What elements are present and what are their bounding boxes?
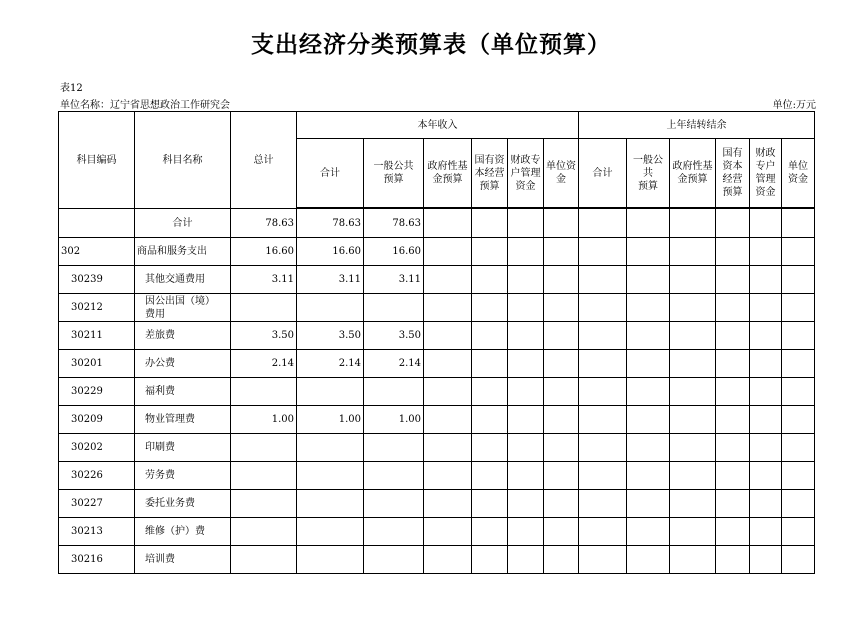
cell-total: 78.63 [231,209,297,238]
cell-empty [716,462,750,490]
cell-empty [579,462,627,490]
cell-empty [544,462,579,490]
cell-empty [544,434,579,462]
cell-current-general: 2.14 [364,350,424,378]
cell-total: 2.14 [231,350,297,378]
cell-total: 16.60 [231,238,297,266]
cell-empty [716,434,750,462]
cell-code [59,209,135,238]
cell-empty [750,462,782,490]
cell-empty [750,490,782,518]
cell-empty [508,406,544,434]
cell-empty [782,546,815,574]
cell-empty [716,209,750,238]
cell-current-total [297,378,364,406]
cell-empty [508,209,544,238]
cell-empty [627,518,670,546]
cell-current-total: 2.14 [297,350,364,378]
cell-empty [716,350,750,378]
cell-total [231,294,297,322]
cell-empty [579,266,627,294]
cell-empty [782,294,815,322]
cell-empty [508,378,544,406]
cell-empty [508,322,544,350]
cell-empty [472,406,508,434]
cell-empty [472,490,508,518]
cell-current-general [364,462,424,490]
cell-empty [544,490,579,518]
table-row [59,406,815,434]
cell-code: 30212 [59,294,135,322]
cell-total: 1.00 [231,406,297,434]
subheader-current-0: 合计 [297,139,364,208]
cell-current-total: 16.60 [297,238,364,266]
cell-empty [424,518,472,546]
cell-total: 3.11 [231,266,297,294]
subheader-current-2: 政府性基 金预算 [424,139,472,208]
table-row [59,238,815,266]
table-row [59,266,815,294]
header-carryover: 上年结转结余 [579,112,815,139]
cell-current-total: 3.50 [297,322,364,350]
cell-empty [544,294,579,322]
cell-empty [670,266,716,294]
cell-empty [508,350,544,378]
cell-empty [579,294,627,322]
cell-name: 其他交通费用 [135,266,231,294]
cell-empty [782,209,815,238]
cell-empty [750,322,782,350]
cell-empty [670,294,716,322]
subheader-carryover-2: 政府性基 金预算 [670,139,716,208]
cell-empty [472,209,508,238]
cell-empty [782,378,815,406]
cell-empty [424,322,472,350]
cell-empty [508,238,544,266]
cell-empty [544,406,579,434]
cell-empty [472,294,508,322]
cell-empty [670,434,716,462]
cell-empty [627,294,670,322]
subheader-carryover-1: 一般公 共 预算 [627,139,670,208]
subheader-current-5: 单位资 金 [544,139,579,208]
subheader-carryover-3: 国有 资本 经营 预算 [716,139,750,208]
cell-empty [716,406,750,434]
cell-empty [627,238,670,266]
cell-empty [782,518,815,546]
cell-empty [579,406,627,434]
cell-empty [579,434,627,462]
cell-empty [627,406,670,434]
cell-empty [782,462,815,490]
header-total: 总计 [231,112,297,209]
cell-empty [716,490,750,518]
cell-empty [750,350,782,378]
table-row [59,462,815,490]
cell-current-total [297,434,364,462]
cell-empty [424,462,472,490]
cell-empty [782,238,815,266]
cell-empty [627,434,670,462]
cell-empty [544,518,579,546]
cell-empty [472,350,508,378]
cell-empty [472,434,508,462]
subheader-current-3: 国有资 本经营 预算 [472,139,508,208]
cell-empty [472,238,508,266]
cell-current-total [297,518,364,546]
cell-current-total [297,546,364,574]
cell-empty [472,462,508,490]
cell-empty [627,462,670,490]
cell-empty [716,322,750,350]
cell-current-general [364,546,424,574]
cell-empty [750,546,782,574]
cell-empty [782,490,815,518]
cell-empty [508,294,544,322]
cell-empty [782,406,815,434]
table-row [59,209,815,238]
cell-empty [508,266,544,294]
cell-current-total: 78.63 [297,209,364,238]
cell-empty [627,490,670,518]
cell-current-general [364,518,424,546]
cell-empty [716,518,750,546]
cell-empty [579,209,627,238]
cell-code: 30227 [59,490,135,518]
budget-table [58,111,815,574]
cell-empty [782,266,815,294]
table-number: 表12 [60,83,83,94]
table-row [59,518,815,546]
cell-total: 3.50 [231,322,297,350]
table-row [59,546,815,574]
cell-current-general: 78.63 [364,209,424,238]
cell-name: 商品和服务支出 [135,238,231,266]
cell-empty [716,294,750,322]
cell-current-general: 3.50 [364,322,424,350]
cell-empty [472,518,508,546]
cell-empty [670,350,716,378]
cell-empty [579,238,627,266]
table-row [59,294,815,322]
unit-label: 单位:万元 [772,100,816,111]
cell-code: 302 [59,238,135,266]
cell-current-general: 16.60 [364,238,424,266]
table-row [59,490,815,518]
cell-empty [579,490,627,518]
cell-code: 30211 [59,322,135,350]
cell-empty [508,490,544,518]
cell-name: 物业管理费 [135,406,231,434]
cell-current-general [364,490,424,518]
cell-current-general: 3.11 [364,266,424,294]
cell-empty [508,546,544,574]
cell-empty [508,462,544,490]
cell-code: 30213 [59,518,135,546]
cell-total [231,434,297,462]
cell-empty [579,322,627,350]
subheader-current-1: 一般公共 预算 [364,139,424,208]
cell-total [231,490,297,518]
cell-empty [716,378,750,406]
cell-code: 30216 [59,546,135,574]
cell-empty [670,378,716,406]
cell-empty [544,378,579,406]
cell-current-total: 3.11 [297,266,364,294]
cell-current-general [364,294,424,322]
cell-current-total [297,490,364,518]
cell-current-total [297,462,364,490]
cell-empty [627,378,670,406]
cell-empty [472,546,508,574]
cell-empty [782,434,815,462]
cell-empty [750,294,782,322]
table-row [59,434,815,462]
cell-name: 劳务费 [135,462,231,490]
cell-empty [544,546,579,574]
cell-empty [627,209,670,238]
cell-empty [627,350,670,378]
cell-empty [424,350,472,378]
cell-empty [424,209,472,238]
cell-name: 差旅费 [135,322,231,350]
cell-empty [716,546,750,574]
cell-total [231,462,297,490]
cell-name: 委托业务费 [135,490,231,518]
cell-current-general: 1.00 [364,406,424,434]
cell-total [231,518,297,546]
cell-empty [750,406,782,434]
cell-empty [424,378,472,406]
cell-empty [750,266,782,294]
cell-empty [670,406,716,434]
cell-empty [424,490,472,518]
subheader-current-4: 财政专 户管理 资金 [508,139,544,208]
cell-empty [544,238,579,266]
table-row [59,322,815,350]
cell-empty [472,266,508,294]
cell-empty [579,350,627,378]
cell-empty [579,518,627,546]
cell-empty [544,322,579,350]
cell-empty [716,238,750,266]
cell-empty [544,266,579,294]
header-code: 科目编码 [59,112,135,209]
cell-name: 印刷费 [135,434,231,462]
cell-empty [750,378,782,406]
cell-empty [579,546,627,574]
cell-empty [670,209,716,238]
cell-code: 30209 [59,406,135,434]
header-name: 科目名称 [135,112,231,209]
unit-name: 单位名称：辽宁省思想政治工作研究会 [60,100,230,111]
table-row [59,350,815,378]
cell-empty [782,322,815,350]
cell-name: 合计 [135,209,231,238]
header-current-year: 本年收入 [297,112,579,139]
cell-current-general [364,378,424,406]
cell-empty [627,546,670,574]
cell-empty [472,378,508,406]
cell-empty [670,546,716,574]
cell-current-total [297,294,364,322]
cell-empty [750,518,782,546]
cell-empty [627,322,670,350]
subheader-carryover-0: 合计 [579,139,627,208]
subheader-carryover-4: 财政 专户 管理 资金 [750,139,782,208]
cell-current-general [364,434,424,462]
cell-empty [508,518,544,546]
cell-empty [670,490,716,518]
cell-empty [472,322,508,350]
cell-empty [670,518,716,546]
cell-empty [750,209,782,238]
cell-empty [750,238,782,266]
cell-empty [424,546,472,574]
cell-empty [670,238,716,266]
cell-empty [716,266,750,294]
cell-total [231,546,297,574]
cell-empty [424,406,472,434]
cell-empty [627,266,670,294]
cell-name: 办公费 [135,350,231,378]
cell-code: 30201 [59,350,135,378]
cell-name: 培训费 [135,546,231,574]
cell-name: 因公出国（境） 费用 [135,294,231,322]
cell-empty [424,434,472,462]
cell-empty [670,462,716,490]
table-row [59,378,815,406]
cell-total [231,378,297,406]
cell-empty [670,322,716,350]
cell-empty [750,434,782,462]
cell-code: 30226 [59,462,135,490]
cell-empty [544,209,579,238]
subheader-carryover-5: 单位 资金 [782,139,815,208]
cell-code: 30202 [59,434,135,462]
cell-current-total: 1.00 [297,406,364,434]
cell-empty [424,266,472,294]
cell-code: 30239 [59,266,135,294]
cell-empty [579,378,627,406]
cell-name: 维修（护）费 [135,518,231,546]
cell-empty [782,350,815,378]
cell-name: 福利费 [135,378,231,406]
cell-code: 30229 [59,378,135,406]
cell-empty [424,294,472,322]
cell-empty [544,350,579,378]
page-title: 支出经济分类预算表（单位预算） [251,32,611,58]
cell-empty [424,238,472,266]
cell-empty [508,434,544,462]
